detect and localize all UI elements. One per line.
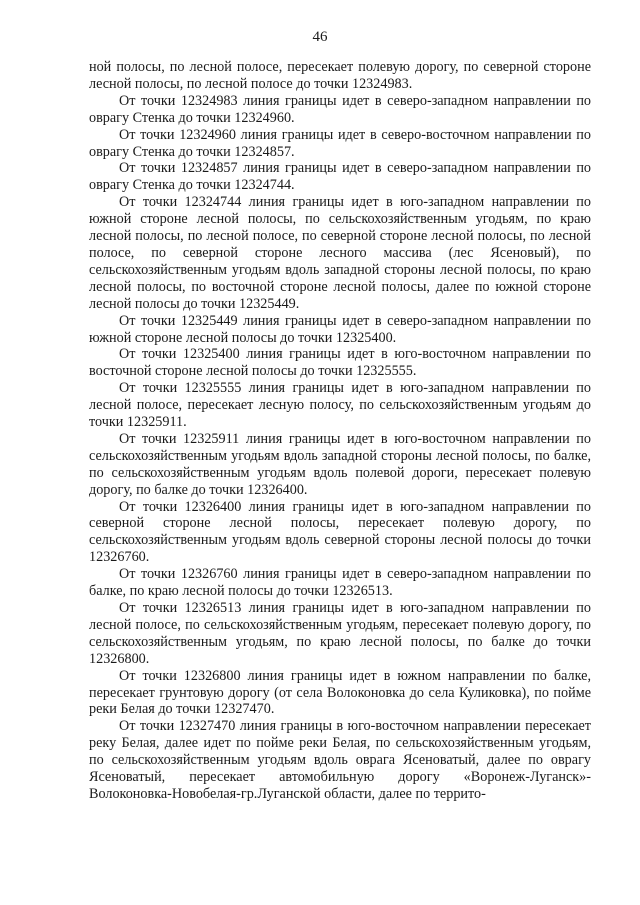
paragraph: От точки 12326513 линия границы идет в юго-западном направлении по лесной полосе, по сельскохозяйственным угодьям, пересекает полевую дорогу, по сельскохозяйственным угодьям, по краю лесной полосы, по балке до точки 12326800. [89,600,591,667]
paragraph: От точки 12325555 линия границы идет в юго-западном направлении по лесной полосе, пересекает лесную полосу, по сельскохозяйственным угодьям до точки 12325911. [89,380,591,431]
paragraph: От точки 12326760 линия границы идет в северо-западном направлении по балке, по краю лесной полосы до точки 12326513. [89,566,591,600]
paragraph: От точки 12324960 линия границы идет в северо-восточном направлении по оврагу Стенка до точки 12324857. [89,126,591,160]
document-body [89,59,591,803]
paragraph: От точки 12325400 линия границы идет в юго-восточном направлении по восточной стороне лесной полосы до точки 12325555. [89,346,591,380]
paragraph: От точки 12324857 линия границы идет в северо-западном направлении по оврагу Стенка до точки 12324744. [89,160,591,194]
paragraph: От точки 12324983 линия границы идет в северо-западном направлении по оврагу Стенка до точки 12324960. [89,92,591,126]
page-number: 46 [312,29,328,45]
paragraph: От точки 12325911 линия границы идет в юго-восточном направлении по сельскохозяйственным угодьям вдоль западной стороны лесной полосы, по балке, по сельскохозяйственным угодьям вдоль полевой дороги, пересекает полевую дорогу, по балке до точки 12326400. [89,430,591,498]
paragraph: От точки 12326400 линия границы идет в юго-западном направлении по северной стороне лесной полосы, пересекает полевую дорогу, по сельскохозяйственным угодьям вдоль северной стороны лесной полосы до точки 12326760. [89,498,591,566]
paragraph: От точки 12324744 линия границы идет в юго-западном направлении по южной стороне лесной полосы, по сельскохозяйственным угодьям, по краю лесной полосы, по лесной полосе, по северной стороне лесной полосы, по лесной полосе, по северной стороне лесного массива (лес Ясеновый), по сельскохозяйственным угодьям вдоль западной стороны лесной полосы, по краю лесной полосы, по восточной стороне лесной полосы, далее по южной стороне лесной полосы до точки 12325449. [89,194,591,312]
paragraph: От точки 12325449 линия границы идет в северо-западном направлении по южной стороне лесной полосы до точки 12325400. [89,312,591,346]
paragraph: От точки 12327470 линия границы в юго-восточном направлении пересекает реку Белая, далее идет по пойме реки Белая, по сельскохозяйственным угодьям, по сельскохозяйственным угодьям вдоль оврага Ясеноватый, далее по оврагу Ясеноватый, пересекает автомобильную дорогу «Воронеж-Луганск»-Волоконовка-Новобелая-гр.Луганской области, далее по террито- [89,718,591,802]
paragraph: От точки 12326800 линия границы идет в южном направлении по балке, пересекает грунтовую дорогу (от села Волоконовка до села Куликовка), по пойме реки Белая до точки 12327470. [89,667,591,718]
paragraph: ной полосы, по лесной полосе, пересекает полевую дорогу, по северной стороне лесной полосы, по лесной полосе до точки 12324983. [89,59,591,92]
